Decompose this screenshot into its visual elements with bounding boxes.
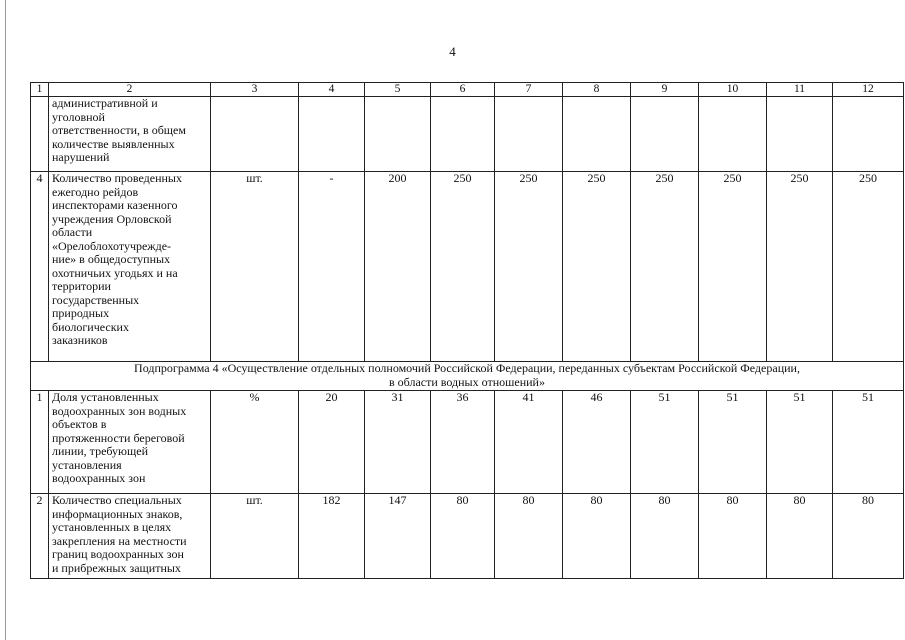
column-header: 10	[699, 83, 767, 97]
unit-cell: %	[211, 391, 299, 494]
subprogram-heading-row	[31, 362, 904, 391]
value-cell: 80	[563, 494, 631, 579]
column-header: 2	[49, 83, 211, 97]
page-number: 4	[449, 44, 456, 59]
value-cell: 147	[365, 494, 431, 579]
column-header: 6	[431, 83, 495, 97]
table-row-4	[31, 172, 904, 362]
table-row-sub-2	[31, 494, 904, 579]
value-cell	[495, 97, 563, 172]
row-number-cell: 2	[31, 494, 49, 579]
value-cell: 80	[495, 494, 563, 579]
unit-cell	[211, 97, 299, 172]
value-cell: 250	[631, 172, 699, 362]
column-header: 7	[495, 83, 563, 97]
column-header: 1	[31, 83, 49, 97]
table-row-sub-1	[31, 391, 904, 494]
column-header: 3	[211, 83, 299, 97]
value-cell: 182	[299, 494, 365, 579]
value-cell: 46	[563, 391, 631, 494]
value-cell: 250	[431, 172, 495, 362]
value-cell: 80	[833, 494, 904, 579]
value-cell: 20	[299, 391, 365, 494]
indicator-name-cell: Количество специальных информационных знаков, установленных в целях закрепления на местности границ водоохранных зон и прибрежных защитных	[49, 494, 211, 579]
value-cell: 36	[431, 391, 495, 494]
value-cell	[431, 97, 495, 172]
value-cell: 51	[833, 391, 904, 494]
indicator-name-cell: административной и уголовной ответственности, в общем количестве выявленных нарушений	[49, 97, 211, 172]
indicators-table	[30, 82, 904, 579]
value-cell: 31	[365, 391, 431, 494]
value-cell: 80	[767, 494, 833, 579]
value-cell: 51	[767, 391, 833, 494]
value-cell: 51	[631, 391, 699, 494]
column-header: 5	[365, 83, 431, 97]
value-cell	[631, 97, 699, 172]
row-number-cell: 1	[31, 391, 49, 494]
column-header: 12	[833, 83, 904, 97]
scan-left-edge-line	[5, 0, 6, 640]
table-row-continuation	[31, 97, 904, 172]
value-cell	[299, 97, 365, 172]
value-cell: 250	[563, 172, 631, 362]
table-header-row	[31, 83, 904, 97]
indicator-name-cell: Количество проведенных ежегодно рейдов инспекторами казенного учреждения Орловской области «Орелоблохотучрежде- ние» в общедоступных охотничьих угодьях и на территории государственных природных биологических заказников	[49, 172, 211, 362]
value-cell: 80	[431, 494, 495, 579]
column-header: 11	[767, 83, 833, 97]
value-cell: -	[299, 172, 365, 362]
value-cell: 250	[833, 172, 904, 362]
value-cell: 200	[365, 172, 431, 362]
value-cell: 250	[699, 172, 767, 362]
row-number-cell: 4	[31, 172, 49, 362]
unit-cell: шт.	[211, 172, 299, 362]
column-header: 8	[563, 83, 631, 97]
value-cell	[767, 97, 833, 172]
value-cell	[699, 97, 767, 172]
unit-cell: шт.	[211, 494, 299, 579]
indicator-name-cell: Доля установленных водоохранных зон водных объектов в протяженности береговой линии, требующей установления водоохранных зон	[49, 391, 211, 494]
column-header: 9	[631, 83, 699, 97]
value-cell: 51	[699, 391, 767, 494]
value-cell: 80	[631, 494, 699, 579]
row-number-cell	[31, 97, 49, 172]
value-cell: 250	[767, 172, 833, 362]
value-cell	[563, 97, 631, 172]
value-cell	[833, 97, 904, 172]
column-header: 4	[299, 83, 365, 97]
value-cell: 250	[495, 172, 563, 362]
value-cell: 41	[495, 391, 563, 494]
value-cell: 80	[699, 494, 767, 579]
value-cell	[365, 97, 431, 172]
subprogram-title: Подпрограмма 4 «Осуществление отдельных полномочий Российской Федерации, переданных субъектам Российской Федерации, в области водных отношений»	[31, 362, 904, 391]
